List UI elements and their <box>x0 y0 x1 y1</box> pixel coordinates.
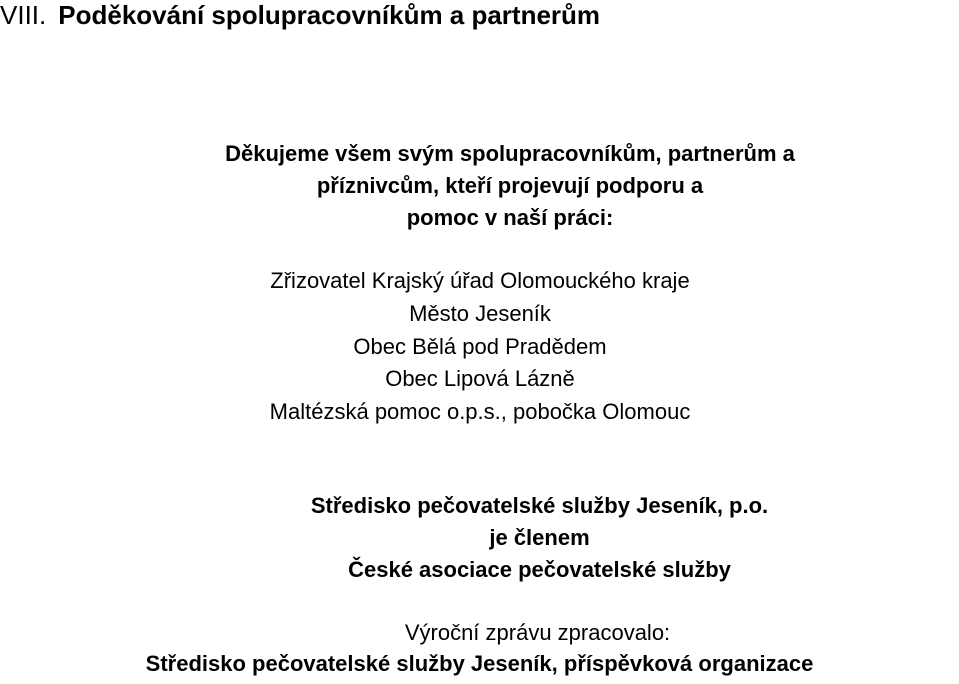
prepared-by-label: Výroční zprávu zpracovalo: <box>404 620 671 645</box>
thanks-line-2: příznivcům, kteří projevují podporu a <box>316 173 704 198</box>
section-heading <box>0 0 600 30</box>
membership-line-3: České asociace pečovatelské služby <box>348 557 731 582</box>
partner-item: Obec Bělá pod Pradědem <box>353 334 607 359</box>
section-number: VIII. <box>0 0 47 30</box>
thanks-line-1: Děkujeme všem svým spolupracovníkům, partnerům a <box>225 141 795 166</box>
partner-item: Maltézská pomoc o.p.s., pobočka Olomouc <box>269 399 691 424</box>
partner-item: Zřizovatel Krajský úřad Olomouckého kraje <box>270 268 690 293</box>
prepared-by-organization: Středisko pečovatelské služby Jeseník, příspěvková organizace <box>145 651 814 676</box>
partner-item: Město Jeseník <box>409 301 551 326</box>
membership-line-1: Středisko pečovatelské služby Jeseník, p.o. <box>310 493 769 518</box>
partner-item: Obec Lipová Lázně <box>385 366 575 391</box>
section-title: Poděkování spolupracovníkům a partnerům <box>58 0 601 30</box>
membership-line-2: je členem <box>489 525 590 550</box>
thanks-line-3: pomoc v naší práci: <box>406 205 614 230</box>
